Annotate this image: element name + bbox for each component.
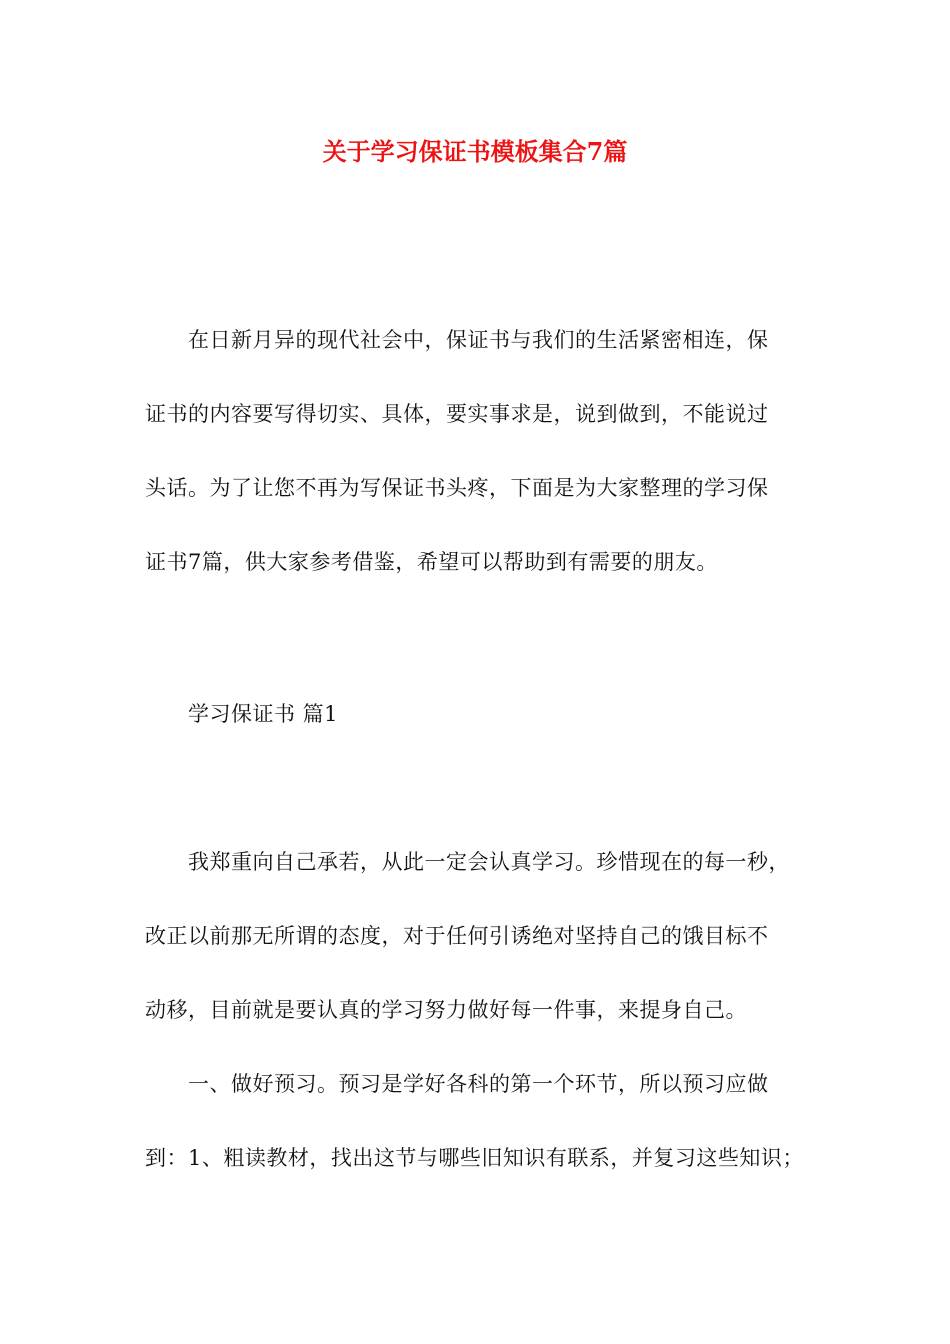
section-heading: 学习保证书 篇1	[145, 702, 339, 726]
body-line-4: 一、做好预习。预习是学好各科的第一个环节，所以预习应做	[145, 1072, 769, 1096]
intro-line-1: 在日新月异的现代社会中，保证书与我们的生活紧密相连，保	[145, 328, 769, 352]
body-line-5: 到：1、粗读教材，找出这节与哪些旧知识有联系，并复习这些知识；	[145, 1146, 804, 1170]
body-line-3: 动移，目前就是要认真的学习努力做好每一件事，来提身自己。	[145, 998, 747, 1022]
intro-line-3: 头话。为了让您不再为写保证书头疼，下面是为大家整理的学习保	[145, 476, 769, 500]
document-title: 关于学习保证书模板集合7篇	[322, 137, 628, 166]
body-line-1: 我郑重向自己承若，从此一定会认真学习。珍惜现在的每一秒，	[145, 850, 790, 874]
intro-line-4: 证书7篇，供大家参考借鉴，希望可以帮助到有需要的朋友。	[145, 550, 718, 574]
intro-line-2: 证书的内容要写得切实、具体，要实事求是，说到做到，不能说过	[145, 402, 769, 426]
body-line-2: 改正以前那无所谓的态度，对于任何引诱绝对坚持自己的饿目标不	[145, 924, 769, 948]
